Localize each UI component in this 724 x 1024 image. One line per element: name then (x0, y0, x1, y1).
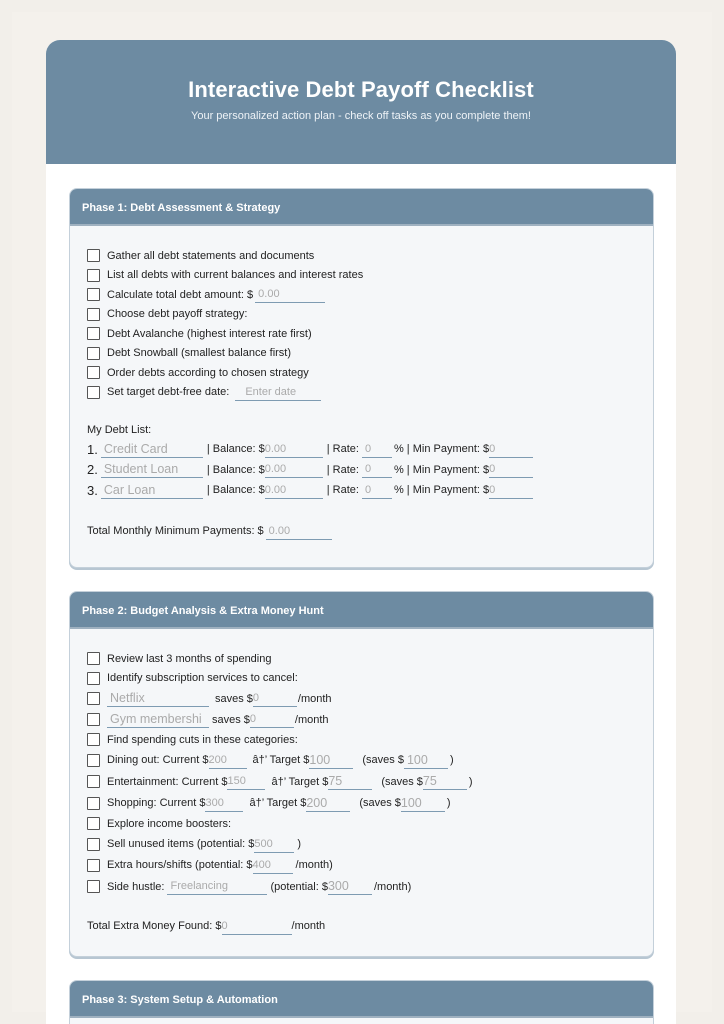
task-checkbox[interactable] (87, 797, 100, 810)
savings-input[interactable]: 75 (423, 773, 467, 790)
total-min-payments-input[interactable]: 0.00 (266, 523, 332, 540)
task-order: Order debts according to chosen strategy (87, 363, 636, 383)
debt-name-input[interactable]: Credit Card (101, 441, 203, 458)
debt-name-input[interactable]: Car Loan (101, 482, 203, 499)
task-checkbox[interactable] (87, 713, 100, 726)
current-spend-input[interactable]: 200 (209, 752, 247, 769)
task-checkbox[interactable] (87, 672, 100, 685)
task-checkbox[interactable] (87, 838, 100, 851)
task-checkbox[interactable] (87, 733, 100, 746)
phase-2-title: Phase 2: Budget Analysis & Extra Money Hunt (70, 592, 653, 629)
debt-row-1: 1. Credit Card | Balance: $ 0.00 | Rate: 0 % | Min Payment: $ 0 (87, 439, 636, 460)
task-checkbox[interactable] (87, 692, 100, 705)
phase-1-panel (69, 188, 654, 568)
debt-rate-input[interactable]: 0 (362, 461, 392, 478)
task-checkbox[interactable] (87, 652, 100, 665)
task-find-cuts: Find spending cuts in these categories: (87, 730, 636, 750)
debt-balance-input[interactable]: 0.00 (265, 461, 323, 478)
subscription-saves-input[interactable]: 0 (253, 690, 297, 707)
potential-income-input[interactable]: 500 (254, 836, 294, 853)
task-review-spending: Review last 3 months of spending (87, 649, 636, 669)
task-checkbox[interactable] (87, 386, 100, 399)
debt-rate-input[interactable]: 0 (362, 482, 392, 499)
task-avalanche: Debt Avalanche (highest interest rate first) (87, 324, 636, 344)
debt-rate-input[interactable]: 0 (362, 441, 392, 458)
target-date-input[interactable]: Enter date (235, 384, 321, 401)
task-checkbox[interactable] (87, 754, 100, 767)
task-extra-hours: Extra hours/shifts (potential: $ 400 /month) (87, 855, 636, 876)
task-snowball: Debt Snowball (smallest balance first) (87, 344, 636, 364)
task-calc-total: Calculate total debt amount: $ 0.00 (87, 285, 636, 305)
debt-min-input[interactable]: 0 (489, 441, 533, 458)
task-checkbox[interactable] (87, 347, 100, 360)
phase-2-panel (69, 591, 654, 957)
task-sub-1: Netflix saves $ 0 /month (87, 688, 636, 709)
task-checkbox[interactable] (87, 308, 100, 321)
phase-3-panel (69, 980, 654, 1024)
target-spend-input[interactable]: 100 (309, 752, 353, 769)
subscription-saves-input[interactable]: 0 (250, 711, 294, 728)
task-checkbox[interactable] (87, 859, 100, 872)
task-choose-strategy: Choose debt payoff strategy: (87, 305, 636, 325)
task-checkbox[interactable] (87, 269, 100, 282)
task-gather: Gather all debt statements and documents (87, 246, 636, 266)
debt-min-input[interactable]: 0 (489, 461, 533, 478)
side-hustle-input[interactable]: Freelancing (167, 878, 267, 895)
total-min-payments-row: Total Monthly Minimum Payments: $ 0.00 (87, 523, 636, 540)
task-list-debts: List all debts with current balances and interest rates (87, 266, 636, 286)
savings-input[interactable]: 100 (404, 752, 448, 769)
task-entertainment: Entertainment: Current $ 150 â†’ Target $ 75 (saves $ 75 ) (87, 771, 636, 793)
task-sell-items: Sell unused items (potential: $ 500 ) (87, 834, 636, 855)
phase-3-title: Phase 3: System Setup & Automation (70, 981, 653, 1018)
task-sub-2: Gym membershi saves $ 0 /month (87, 709, 636, 730)
phase-1-title: Phase 1: Debt Assessment & Strategy (70, 189, 653, 226)
debt-balance-input[interactable]: 0.00 (265, 482, 323, 499)
total-debt-input[interactable]: 0.00 (255, 286, 325, 303)
task-checkbox[interactable] (87, 249, 100, 262)
debt-row-3: 3. Car Loan | Balance: $ 0.00 | Rate: 0 % | Min Payment: $ 0 (87, 480, 636, 501)
task-checkbox[interactable] (87, 288, 100, 301)
debt-list-label: My Debt List: (87, 424, 152, 436)
task-checkbox[interactable] (87, 366, 100, 379)
debt-row-2: 2. Student Loan | Balance: $ 0.00 | Rate: 0 % | Min Payment: $ 0 (87, 460, 636, 481)
task-checkbox[interactable] (87, 775, 100, 788)
savings-input[interactable]: 100 (401, 795, 445, 812)
target-spend-input[interactable]: 200 (306, 795, 350, 812)
checklist-card (46, 40, 676, 1024)
task-dining-out: Dining out: Current $ 200 â†’ Target $ 100 (saves $ 100 ) (87, 750, 636, 772)
potential-income-input[interactable]: 400 (253, 857, 293, 874)
page-title: Interactive Debt Payoff Checklist (188, 77, 534, 102)
subscription-name-input[interactable]: Netflix (107, 690, 209, 707)
potential-income-input[interactable]: 300 (328, 878, 372, 895)
page-header (46, 40, 676, 164)
current-spend-input[interactable]: 150 (227, 773, 265, 790)
task-identify-subs: Identify subscription services to cancel: (87, 669, 636, 689)
task-shopping: Shopping: Current $ 300 â†’ Target $ 200 (saves $ 100 ) (87, 793, 636, 815)
page-subtitle: Your personalized action plan - check off tasks as you complete them! (191, 110, 531, 122)
debt-balance-input[interactable]: 0.00 (265, 441, 323, 458)
task-side-hustle: Side hustle: Freelancing (potential: $ 300 /month) (87, 876, 636, 898)
task-checkbox[interactable] (87, 817, 100, 830)
task-checkbox[interactable] (87, 327, 100, 340)
total-extra-money-input[interactable]: 0 (222, 918, 292, 935)
subscription-name-input[interactable]: Gym membershi (107, 711, 209, 728)
total-extra-money-row: Total Extra Money Found: $ 0 /month (87, 918, 636, 935)
task-checkbox[interactable] (87, 880, 100, 893)
target-spend-input[interactable]: 75 (328, 773, 372, 790)
debt-min-input[interactable]: 0 (489, 482, 533, 499)
task-target-date: Set target debt-free date: Enter date (87, 383, 636, 403)
debt-name-input[interactable]: Student Loan (101, 461, 203, 478)
task-explore-income: Explore income boosters: (87, 814, 636, 834)
current-spend-input[interactable]: 300 (205, 795, 243, 812)
